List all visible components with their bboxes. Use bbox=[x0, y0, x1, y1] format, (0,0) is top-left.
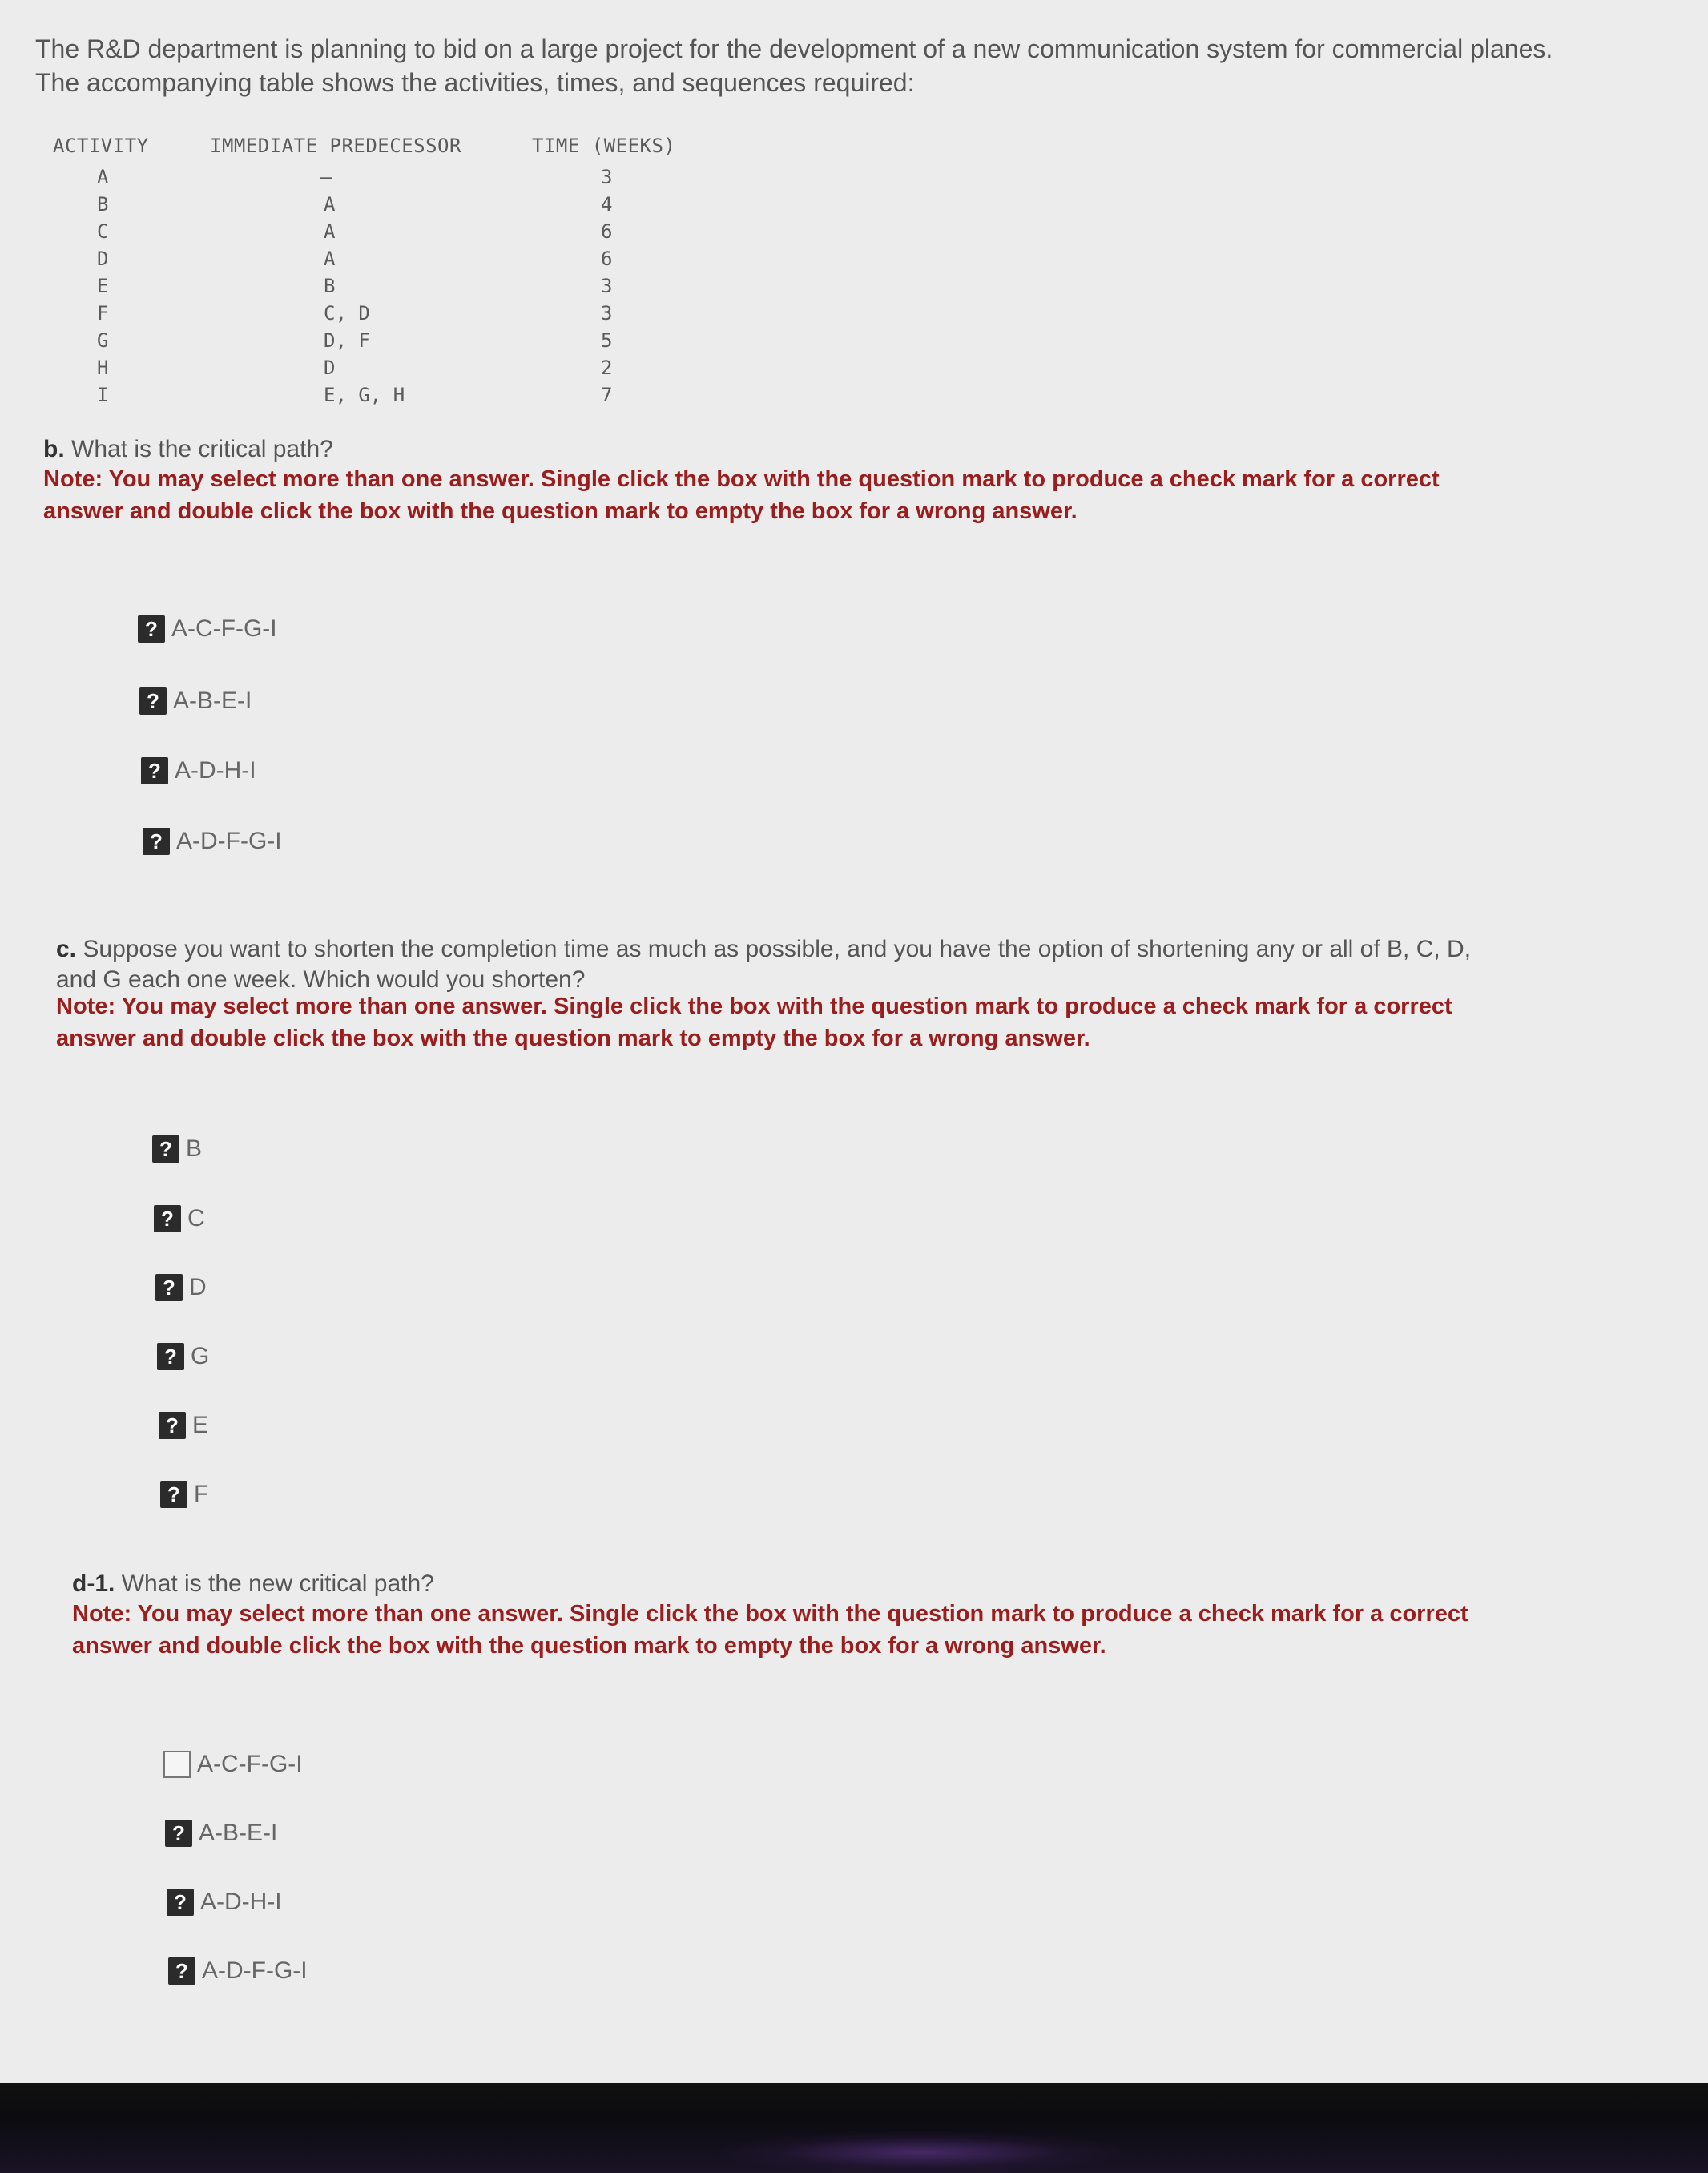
cell-predecessor: D bbox=[324, 357, 336, 379]
option-c-1[interactable] bbox=[152, 1133, 202, 1165]
cell-predecessor: D, F bbox=[324, 329, 370, 352]
option-label: A-B-E-I bbox=[173, 687, 252, 714]
question-mark-checkbox[interactable]: ? bbox=[141, 757, 168, 784]
table-row bbox=[53, 191, 614, 218]
question-mark-checkbox[interactable]: ? bbox=[138, 615, 165, 643]
cell-activity: D bbox=[97, 248, 109, 270]
cell-time: 6 bbox=[601, 248, 613, 270]
cell-time: 6 bbox=[601, 220, 613, 243]
option-label: A-D-H-I bbox=[175, 757, 256, 784]
question-mark-checkbox[interactable]: ? bbox=[139, 687, 167, 715]
table-row bbox=[53, 272, 614, 300]
cell-predecessor: A bbox=[324, 220, 336, 243]
cell-predecessor: — bbox=[320, 166, 332, 188]
option-label: A-D-F-G-I bbox=[202, 1957, 308, 1984]
option-c-5[interactable] bbox=[159, 1409, 208, 1441]
option-b-4[interactable] bbox=[143, 825, 282, 857]
cell-activity: F bbox=[97, 302, 109, 325]
question-mark-checkbox[interactable]: ? bbox=[168, 1957, 195, 1985]
cell-activity: G bbox=[97, 329, 109, 352]
option-b-3[interactable] bbox=[141, 755, 256, 787]
option-label: A-B-E-I bbox=[199, 1820, 278, 1846]
cell-activity: B bbox=[97, 193, 109, 216]
header-time: TIME (WEEKS) bbox=[532, 135, 676, 157]
cell-time: 2 bbox=[601, 357, 613, 379]
option-c-3[interactable] bbox=[155, 1272, 207, 1304]
question-c-line-1 bbox=[56, 934, 1471, 965]
cell-predecessor: C, D bbox=[324, 302, 370, 325]
question-mark-checkbox[interactable]: ? bbox=[143, 828, 170, 855]
question-mark-checkbox[interactable]: ? bbox=[155, 1274, 183, 1301]
table-row bbox=[53, 218, 614, 245]
cell-time: 7 bbox=[601, 384, 613, 406]
table-row bbox=[53, 327, 614, 354]
option-label: G bbox=[191, 1343, 210, 1369]
empty-checkbox[interactable] bbox=[163, 1751, 191, 1778]
question-b-note-line-1: Note: You may select more than one answer. Single click the box with the question mark to produce a check mark for a correct bbox=[43, 466, 1440, 492]
question-mark-checkbox[interactable]: ? bbox=[157, 1343, 184, 1370]
table-row bbox=[53, 245, 614, 272]
question-mark-checkbox[interactable]: ? bbox=[165, 1820, 192, 1847]
question-c-note-line-1: Note: You may select more than one answer. Single click the box with the question mark to produce a check mark for a correct bbox=[56, 994, 1452, 1019]
question-b-title bbox=[43, 436, 333, 463]
option-b-1[interactable] bbox=[138, 613, 277, 645]
table-row bbox=[53, 354, 614, 381]
question-b-note bbox=[43, 463, 1694, 527]
cell-predecessor: E, G, H bbox=[324, 384, 405, 406]
intro-line-2: The accompanying table shows the activities, times, and sequences required: bbox=[35, 68, 915, 97]
intro-line-1: The R&D department is planning to bid on a large project for the development of a new communication system for commercial planes. bbox=[35, 34, 1553, 63]
question-c-note bbox=[56, 990, 1706, 1054]
monitor-bezel bbox=[0, 2083, 1708, 2173]
cell-activity: C bbox=[97, 220, 109, 243]
question-d1-note-line-1: Note: You may select more than one answer. Single click the box with the question mark to produce a check mark for a correct bbox=[72, 1601, 1468, 1627]
question-b-prefix: b. bbox=[43, 436, 65, 462]
option-label: A-C-F-G-I bbox=[197, 1751, 303, 1777]
table-row bbox=[53, 300, 614, 327]
cell-predecessor: A bbox=[324, 248, 336, 270]
question-mark-checkbox[interactable]: ? bbox=[167, 1889, 194, 1916]
cell-time: 3 bbox=[601, 302, 613, 325]
question-b-text: What is the critical path? bbox=[71, 436, 333, 462]
option-c-4[interactable] bbox=[157, 1340, 209, 1373]
option-label: A-D-H-I bbox=[200, 1889, 282, 1915]
cell-time: 3 bbox=[601, 275, 613, 297]
option-b-2[interactable] bbox=[139, 685, 252, 717]
option-d1-3[interactable] bbox=[167, 1886, 282, 1918]
question-d1-prefix: d-1. bbox=[72, 1570, 115, 1597]
cell-activity: H bbox=[97, 357, 109, 379]
cell-predecessor: B bbox=[324, 275, 336, 297]
option-label: A-C-F-G-I bbox=[171, 615, 277, 642]
option-d1-4[interactable] bbox=[168, 1955, 308, 1987]
question-d1-note-line-2: answer and double click the box with the question mark to empty the box for a wrong answer. bbox=[72, 1633, 1106, 1659]
table-row bbox=[53, 163, 614, 191]
option-label: B bbox=[186, 1135, 203, 1162]
question-b-note-line-2: answer and double click the box with the question mark to empty the box for a wrong answer. bbox=[43, 498, 1078, 524]
cell-time: 3 bbox=[601, 166, 613, 188]
option-d1-1[interactable] bbox=[163, 1748, 303, 1780]
cell-activity: I bbox=[97, 384, 109, 406]
header-activity: ACTIVITY bbox=[53, 135, 149, 157]
option-c-6[interactable] bbox=[160, 1478, 208, 1510]
question-mark-checkbox[interactable]: ? bbox=[154, 1205, 181, 1232]
question-mark-checkbox[interactable]: ? bbox=[159, 1412, 186, 1439]
question-mark-checkbox[interactable]: ? bbox=[160, 1481, 187, 1508]
cell-time: 4 bbox=[601, 193, 613, 216]
table-row bbox=[53, 381, 614, 409]
cell-activity: E bbox=[97, 275, 109, 297]
header-predecessor: IMMEDIATE PREDECESSOR bbox=[210, 135, 461, 157]
option-d1-2[interactable] bbox=[165, 1817, 277, 1849]
cell-activity: A bbox=[97, 166, 109, 188]
question-c-note-line-2: answer and double click the box with the question mark to empty the box for a wrong answer. bbox=[56, 1026, 1090, 1051]
option-label: C bbox=[187, 1205, 205, 1232]
option-label: F bbox=[194, 1481, 209, 1507]
question-c-text-1: Suppose you want to shorten the completion time as much as possible, and you have the option of shortening any or all of B, C, D, bbox=[83, 936, 1472, 962]
intro-text bbox=[35, 32, 1702, 99]
cell-predecessor: A bbox=[324, 193, 336, 216]
option-label: A-D-F-G-I bbox=[176, 828, 282, 854]
cell-time: 5 bbox=[601, 329, 613, 352]
option-label: E bbox=[192, 1412, 209, 1438]
question-c-text-2: and G each one week. Which would you shorten? bbox=[56, 966, 586, 993]
question-c-title bbox=[56, 934, 1471, 995]
question-d1-note bbox=[72, 1598, 1708, 1662]
question-mark-checkbox[interactable]: ? bbox=[152, 1135, 179, 1163]
option-label: D bbox=[189, 1274, 207, 1300]
question-d1-title bbox=[72, 1570, 434, 1598]
option-c-2[interactable] bbox=[154, 1203, 205, 1235]
question-d1-text: What is the new critical path? bbox=[121, 1570, 434, 1597]
question-c-prefix: c. bbox=[56, 936, 77, 962]
